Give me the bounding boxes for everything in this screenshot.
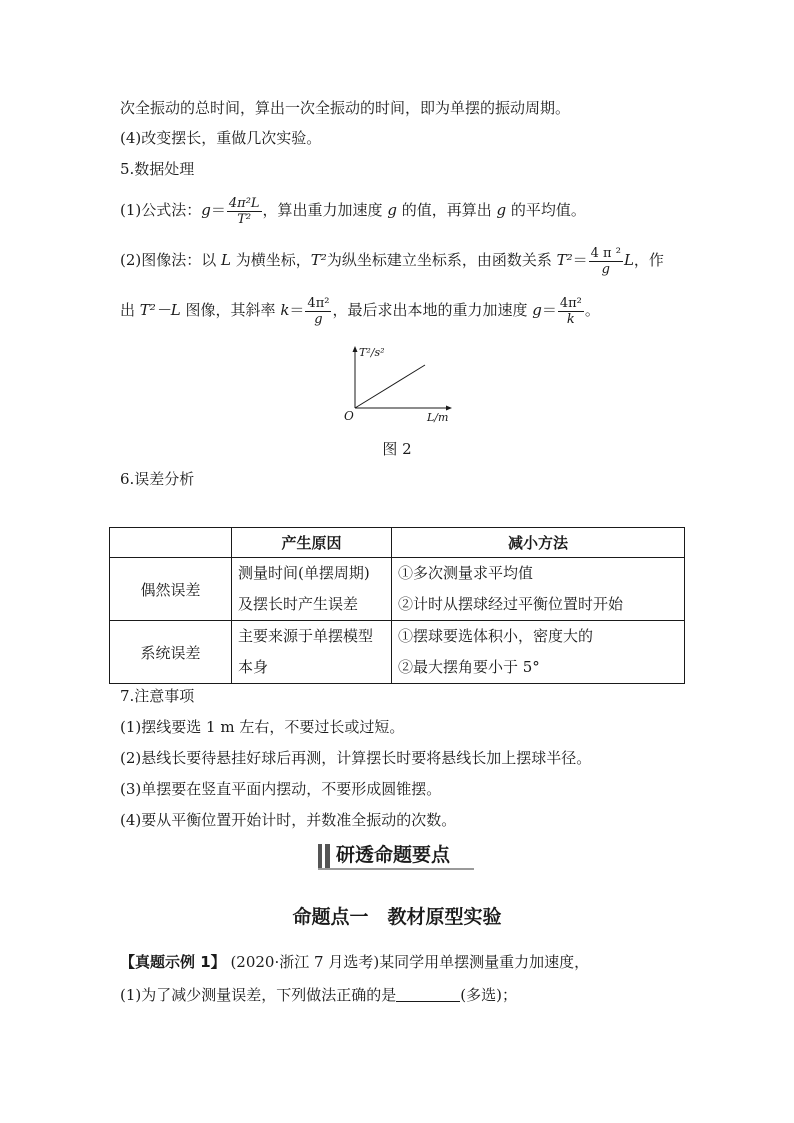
table-header-cell xyxy=(110,528,232,558)
question-text: (多选)； xyxy=(460,986,517,1004)
table-header-cell: 减小方法 xyxy=(392,528,685,558)
g-fraction xyxy=(558,296,584,327)
cause-line: 本身 xyxy=(238,658,269,676)
y-axis-arrow-icon xyxy=(353,346,358,352)
x-axis-label: L/m xyxy=(427,411,449,424)
g-symbol: g xyxy=(532,301,542,319)
cause-line: 测量时间(单摆周期) xyxy=(238,564,370,582)
text: 图像，其斜率 xyxy=(180,301,281,319)
table-row xyxy=(110,621,685,684)
text: 出 xyxy=(120,301,140,319)
data-line xyxy=(355,365,425,408)
relation-fraction xyxy=(589,246,623,277)
example-tag: 【真题示例 1】 xyxy=(120,953,226,971)
section-7-title: 7.注意事项 xyxy=(120,687,195,705)
answer-blank[interactable] xyxy=(396,985,460,1002)
text: ，最后求出本地的重力加速度 xyxy=(332,301,533,319)
step-4: (4)改变摆长，重做几次实验。 xyxy=(120,129,322,147)
section-6-title: 6.误差分析 xyxy=(120,470,195,488)
origin-label: O xyxy=(344,409,354,423)
fraction-denominator: k xyxy=(566,311,575,327)
fraction-numerator: 4π² xyxy=(559,295,582,311)
fraction-denominator: T² xyxy=(237,211,252,227)
text: (2)图像法：以 xyxy=(120,251,222,269)
section-5-title: 5.数据处理 xyxy=(120,160,195,178)
equals: ＝ xyxy=(289,301,305,319)
text: 为横坐标， xyxy=(231,251,311,269)
method-line: ②最大摆角要小于 5° xyxy=(398,658,540,676)
equals: ＝ xyxy=(541,301,557,319)
example-line xyxy=(120,952,589,972)
error-type: 系统误差 xyxy=(110,621,232,684)
method-line: ②计时从摆球经过平衡位置时开始 xyxy=(398,595,624,613)
error-type: 偶然误差 xyxy=(110,558,232,621)
table-header-row xyxy=(110,528,685,558)
L-symbol: L xyxy=(623,251,634,269)
formula-method xyxy=(120,195,586,227)
cause-line: 及摆长时产生误差 xyxy=(238,595,359,613)
slope-fraction xyxy=(305,296,331,327)
text: 为纵坐标建立坐标系，由函数关系 xyxy=(326,251,557,269)
text: 。 xyxy=(584,301,600,319)
question-1 xyxy=(120,985,517,1005)
banner-bar-icon xyxy=(318,844,322,868)
example-source: (2020·浙江 7 月选考)某同学用单摆测量重力加速度， xyxy=(230,953,590,971)
formula-fraction xyxy=(227,196,262,227)
section-banner xyxy=(318,842,474,870)
table-header-cell: 产生原因 xyxy=(232,528,392,558)
banner-bar-icon xyxy=(325,844,330,868)
T2-symbol: T² xyxy=(310,251,327,269)
formula-prefix: (1)公式法： xyxy=(120,201,202,219)
fraction-numerator: 4 π ² xyxy=(590,245,621,261)
table-row xyxy=(110,558,685,621)
note-item: (4)要从平衡位置开始计时，并数准全振动的次数。 xyxy=(120,811,457,829)
fraction-numerator: 4π²L xyxy=(228,195,260,211)
fraction-denominator: g xyxy=(601,261,610,277)
banner-title: 研透命题要点 xyxy=(336,844,451,866)
y-axis-label: T²/s² xyxy=(359,346,385,359)
T2-symbol: T² xyxy=(556,251,573,269)
error-cause xyxy=(232,621,392,684)
section-heading: 命题点一 教材原型实验 xyxy=(292,906,502,928)
error-analysis-table xyxy=(109,527,685,684)
text: ，作 xyxy=(633,251,664,269)
equals: ＝ xyxy=(210,201,226,219)
note-item: (3)单摆要在竖直平面内摆动，不要形成圆锥摆。 xyxy=(120,780,442,798)
error-cause xyxy=(232,558,392,621)
question-text: (1)为了减少测量误差，下列做法正确的是 xyxy=(120,986,397,1004)
method-line: ①摆球要选体积小，密度大的 xyxy=(398,627,594,645)
formula-text: 的平均值。 xyxy=(506,201,586,219)
t2-l-graph xyxy=(330,338,460,428)
note-item: (1)摆线要选 1 m 左右，不要过长或过短。 xyxy=(120,718,405,736)
g-symbol: g xyxy=(496,201,507,219)
fraction-denominator: g xyxy=(314,311,323,327)
formula-text: ，算出重力加速度 xyxy=(262,201,388,219)
figure-caption: 图 2 xyxy=(382,440,412,458)
method-line: ①多次测量求平均值 xyxy=(398,564,534,582)
L-symbol: L xyxy=(221,251,231,269)
graph-method-line-1 xyxy=(120,245,664,277)
graph-method-line-2 xyxy=(120,295,600,327)
error-method xyxy=(392,558,685,621)
g-symbol: g xyxy=(201,201,211,219)
cause-line: 主要来源于单摆模型 xyxy=(238,627,374,645)
T2-L-symbol: T²－L xyxy=(139,301,181,319)
x-axis-arrow-icon xyxy=(446,406,452,411)
g-symbol: g xyxy=(387,201,397,219)
error-method xyxy=(392,621,685,684)
fraction-numerator: 4π² xyxy=(307,295,330,311)
equals: ＝ xyxy=(572,251,588,269)
k-symbol: k xyxy=(280,301,290,319)
note-item: (2)悬线长要待悬挂好球后再测，计算摆长时要将悬线长加上摆球半径。 xyxy=(120,749,592,767)
intro-line: 次全振动的总时间，算出一次全振动的时间，即为单摆的振动周期。 xyxy=(120,99,571,117)
formula-text: 的值，再算出 xyxy=(396,201,497,219)
